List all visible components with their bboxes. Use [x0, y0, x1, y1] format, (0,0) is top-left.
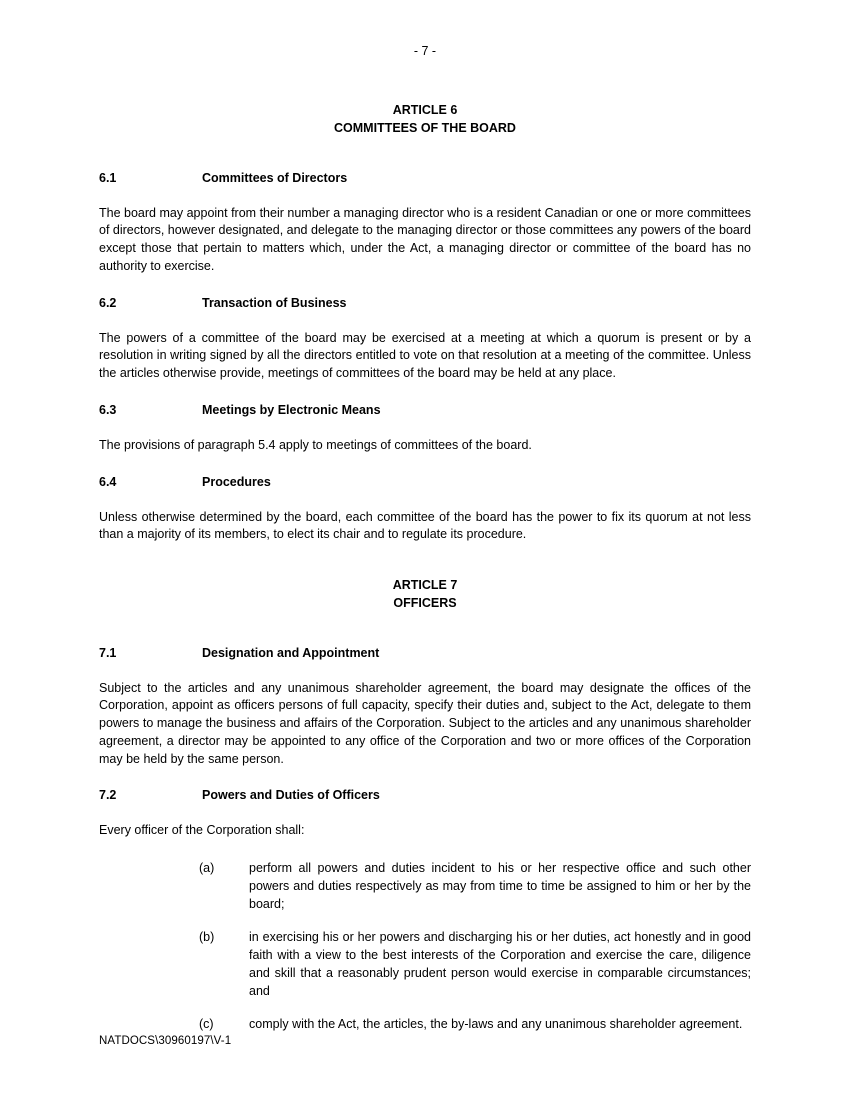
section-7-2-number: 7.2 [99, 788, 117, 803]
document-footer: NATDOCS\30960197\V-1 [99, 1035, 232, 1047]
article-7-label: ARTICLE 7 [392, 578, 458, 592]
list-item-marker: (c) [199, 1017, 214, 1032]
article-6-label: ARTICLE 6 [392, 103, 458, 117]
spacer [99, 913, 751, 929]
spacer [99, 310, 751, 330]
section-6-1-number: 6.1 [99, 170, 117, 185]
list-item-marker: (a) [199, 861, 215, 875]
section-6-3-text: The provisions of paragraph 5.4 apply to meetings of committees of the board. [99, 437, 532, 452]
section-6-2-title: Transaction of Business [202, 295, 347, 310]
section-7-1-title: Designation and Appointment [202, 645, 380, 660]
section-6-3-title: Meetings by Electronic Means [202, 402, 381, 417]
section-6-3-heading [99, 403, 751, 417]
list-item-marker: (b) [199, 930, 215, 945]
spacer [99, 660, 751, 680]
list-item [99, 929, 751, 1000]
list-item-text: in exercising his or her powers and discharging his or her duties, act honestly and in good faith with a view to the best interests of the Corporation and exercise the care, diligence and skill that a reasonably prudent person would exercise in comparable circumstances; and [249, 930, 751, 998]
section-6-1-text: The board may appoint from their number a managing director who is a resident Canadian or one or more committees of directors, however designated, and delegate to the managing director or those committees any powers of the board except those that pertain to matters which, under the Act, a managing director or committee of the board has no authority to exercise. [99, 205, 751, 273]
spacer [99, 544, 751, 577]
section-7-1-text: Subject to the articles and any unanimous shareholder agreement, the board may designate the offices of the Corporation, appoint as officers persons of full capacity, specify their duties and, subject to the Act, delegate to them powers to manage the business and affairs of the Corporation. Subject to the articles and any unanimous shareholder agreement, a director may be appointed to any office of the Corporation and two or more offices of the Corporation may be held by the same person. [99, 680, 751, 766]
article-7-title: OFFICERS [393, 595, 457, 610]
list-item-text: comply with the Act, the articles, the by-laws and any unanimous shareholder agreement. [249, 1017, 743, 1032]
section-6-4-text: Unless otherwise determined by the board, each committee of the board has the power to fix its quorum at not less than a majority of its members, to elect its chair and to regulate its procedure. [99, 509, 751, 542]
section-7-2-text: Every officer of the Corporation shall: [99, 823, 305, 838]
spacer [99, 383, 751, 403]
section-6-4-title: Procedures [202, 474, 271, 489]
list-item-text: perform all powers and duties incident to his or her respective office and such other powers and duties respectively as may from time to time be assigned to him or her by the board; [249, 861, 751, 911]
page-content [99, 44, 751, 1034]
spacer [99, 417, 751, 437]
spacer [99, 138, 751, 171]
spacer [99, 276, 751, 296]
section-7-1-number: 7.1 [99, 645, 117, 660]
spacer [99, 802, 751, 822]
section-6-2-number: 6.2 [99, 295, 117, 310]
section-7-2-heading [99, 788, 751, 802]
section-7-2-title: Powers and Duties of Officers [202, 788, 380, 803]
section-7-1-heading [99, 646, 751, 660]
section-6-2-heading [99, 296, 751, 310]
section-6-1-title: Committees of Directors [202, 170, 348, 185]
spacer [99, 455, 751, 475]
spacer [99, 613, 751, 646]
section-6-4-heading [99, 475, 751, 489]
spacer [99, 768, 751, 788]
spacer [99, 1000, 751, 1016]
page-number: - 7 - [413, 44, 437, 58]
spacer [99, 185, 751, 205]
section-6-1-heading [99, 171, 751, 185]
list-item [99, 1016, 751, 1034]
spacer [99, 489, 751, 509]
article-6-title: COMMITTEES OF THE BOARD [334, 120, 516, 135]
section-6-4-number: 6.4 [99, 474, 117, 489]
spacer [99, 840, 751, 860]
section-6-3-number: 6.3 [99, 402, 117, 417]
section-6-2-text: The powers of a committee of the board may be exercised at a meeting at which a quorum is present or by a resolution in writing signed by all the directors entitled to vote on that resolution at a meeting of the committee. Unless the articles otherwise provide, meetings of committees of the board may be held at any place. [99, 330, 751, 380]
list-item [99, 860, 751, 913]
